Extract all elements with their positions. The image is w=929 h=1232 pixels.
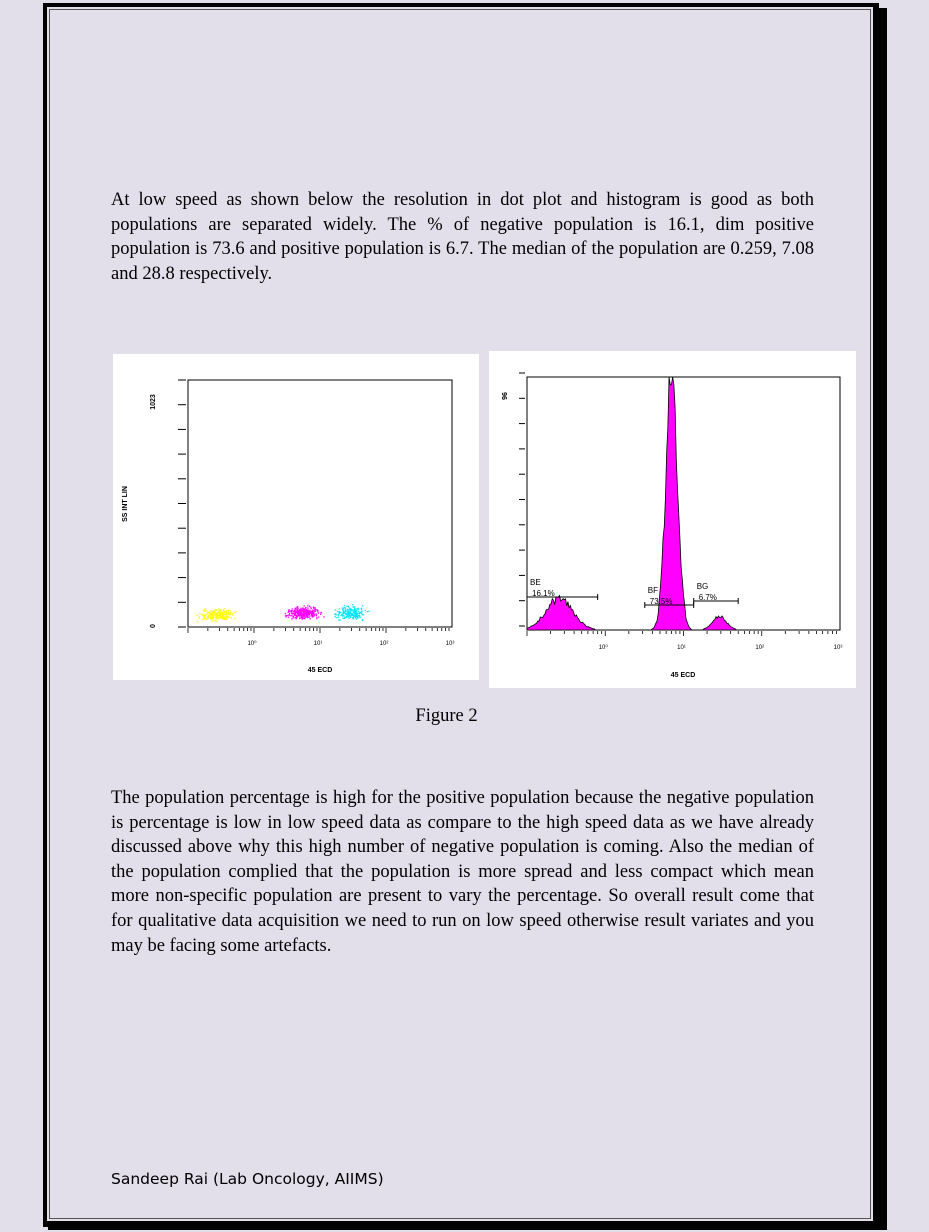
scatter-point <box>223 609 224 610</box>
scatter-point <box>316 618 317 619</box>
scatter-point <box>292 608 293 609</box>
y-tick-label-top: 96 <box>502 392 509 400</box>
x-tick-label: 10³ <box>445 641 455 647</box>
scatter-point <box>349 612 350 613</box>
scatter-point <box>343 607 344 608</box>
scatter-point <box>352 606 353 607</box>
scatter-point <box>232 613 233 614</box>
scatter-point <box>340 619 341 620</box>
scatter-point <box>350 611 351 612</box>
scatter-point <box>320 614 321 615</box>
scatter-point <box>349 608 350 609</box>
scatter-point <box>351 613 352 614</box>
scatter-point <box>213 620 214 621</box>
scatter-point <box>368 611 369 612</box>
scatter-point <box>304 611 305 612</box>
scatter-point <box>355 611 356 612</box>
scatter-point <box>218 612 219 613</box>
scatter-point <box>216 614 217 615</box>
scatter-point <box>291 610 292 611</box>
scatter-point <box>308 614 309 615</box>
scatter-point <box>288 609 289 610</box>
discussion-paragraph: The population percentage is high for the positive population because the negative population is percentage is low in low speed data as compare to the high speed data as we have already discussed above why this high number of negative population is coming. Also the median of the population complied that the population is more spread and less compact which mean more non-specific population are present to vary the percentage. So overall result come that for qualitative data acquisition we need to run on low speed otherwise result variates and you may be facing some artefacts. <box>111 788 814 956</box>
scatter-point <box>203 610 204 611</box>
scatter-point <box>223 612 224 613</box>
dot-plot-figure <box>113 354 479 680</box>
scatter-series-dim-positive <box>285 605 325 619</box>
scatter-point <box>204 611 205 612</box>
scatter-point <box>294 617 295 618</box>
scatter-point <box>311 615 312 616</box>
scatter-point <box>363 614 364 615</box>
scatter-point <box>221 612 222 613</box>
scatter-point <box>299 610 300 611</box>
scatter-point <box>298 614 299 615</box>
y-tick-label-top: 1023 <box>150 394 157 410</box>
scatter-point <box>351 614 352 615</box>
scatter-point <box>296 616 297 617</box>
scatter-series-positive <box>334 604 370 621</box>
scatter-point <box>304 605 305 606</box>
gate-name-label: BF <box>647 586 659 595</box>
scatter-point <box>209 612 210 613</box>
scatter-point <box>365 610 366 611</box>
scatter-point <box>299 614 300 615</box>
scatter-point <box>362 614 363 615</box>
scatter-point <box>354 615 355 616</box>
scatter-point <box>345 611 346 612</box>
scatter-point <box>356 616 357 617</box>
scatter-point <box>304 618 305 619</box>
scatter-point <box>221 614 222 615</box>
scatter-point <box>314 613 315 614</box>
scatter-point <box>306 611 307 612</box>
x-axis-label: 45 ECD <box>307 667 333 674</box>
scatter-point <box>226 617 227 618</box>
scatter-point <box>349 614 350 615</box>
scatter-point <box>362 619 363 620</box>
scatter-point <box>212 620 213 621</box>
scatter-point <box>212 619 213 620</box>
scatter-point <box>230 612 231 613</box>
scatter-point <box>348 606 349 607</box>
scatter-point <box>235 611 236 612</box>
scatter-point <box>301 613 302 614</box>
scatter-point <box>306 613 307 614</box>
scatter-point <box>352 610 353 611</box>
figure-caption: Figure 2 <box>415 706 478 726</box>
scatter-point <box>348 611 349 612</box>
scatter-point <box>312 613 313 614</box>
scatter-point <box>306 609 307 610</box>
scatter-point <box>211 615 212 616</box>
gate-percent-label: 6.7% <box>698 593 717 602</box>
scatter-point <box>204 614 205 615</box>
scatter-point <box>295 612 296 613</box>
scatter-point <box>206 619 207 620</box>
scatter-point <box>285 615 286 616</box>
scatter-point <box>295 610 296 611</box>
scatter-point <box>361 609 362 610</box>
scatter-point <box>301 617 302 618</box>
scatter-point <box>296 617 297 618</box>
x-tick-label: 10³ <box>833 645 843 651</box>
scatter-point <box>310 618 311 619</box>
scatter-point <box>336 617 337 618</box>
scatter-point <box>219 611 220 612</box>
scatter-point <box>342 614 343 615</box>
scatter-point <box>303 613 304 614</box>
scatter-point <box>338 620 339 621</box>
scatter-point <box>207 612 208 613</box>
scatter-point <box>234 612 235 613</box>
scatter-point <box>307 617 308 618</box>
scatter-point <box>202 619 203 620</box>
gate-BE <box>527 578 598 600</box>
scatter-point <box>215 617 216 618</box>
scatter-point <box>211 610 212 611</box>
scatter-point <box>204 616 205 617</box>
scatter-point <box>225 619 226 620</box>
scatter-point <box>367 611 368 612</box>
scatter-point <box>354 606 355 607</box>
scatter-point <box>314 609 315 610</box>
scatter-point <box>346 612 347 613</box>
scatter-point <box>305 607 306 608</box>
scatter-point <box>292 617 293 618</box>
scatter-point <box>353 618 354 619</box>
scatter-point <box>205 608 206 609</box>
x-tick-label: 10¹ <box>313 641 323 647</box>
scatter-point <box>307 605 308 606</box>
scatter-point <box>289 614 290 615</box>
scatter-point <box>335 609 336 610</box>
scatter-point <box>340 615 341 616</box>
scatter-point <box>348 616 349 617</box>
scatter-point <box>344 605 345 606</box>
scatter-point <box>304 615 305 616</box>
scatter-point <box>196 615 197 616</box>
scatter-point <box>232 615 233 616</box>
y-axis-label: SS INT LIN <box>122 486 129 522</box>
scatter-point <box>203 617 204 618</box>
scatter-point <box>215 621 216 622</box>
scatter-point <box>301 609 302 610</box>
scatter-point <box>343 613 344 614</box>
scatter-point <box>353 615 354 616</box>
scatter-point <box>315 610 316 611</box>
scatter-point <box>358 608 359 609</box>
scatter-point <box>226 615 227 616</box>
scatter-point <box>223 610 224 611</box>
scatter-point <box>335 613 336 614</box>
scatter-point <box>234 618 235 619</box>
scatter-point <box>298 612 299 613</box>
scatter-point <box>205 610 206 611</box>
scatter-point <box>360 612 361 613</box>
scatter-point <box>293 616 294 617</box>
scatter-point <box>302 618 303 619</box>
scatter-point <box>213 614 214 615</box>
scatter-point <box>199 614 200 615</box>
scatter-point <box>290 615 291 616</box>
scatter-point <box>229 610 230 611</box>
gate-percent-label: 73.5% <box>649 597 673 606</box>
scatter-point <box>312 616 313 617</box>
scatter-point <box>337 611 338 612</box>
scatter-point <box>228 610 229 611</box>
scatter-point <box>352 604 353 605</box>
scatter-point <box>345 609 346 610</box>
scatter-point <box>217 613 218 614</box>
scatter-point <box>313 607 314 608</box>
gate-BG <box>694 582 738 604</box>
scatter-point <box>343 615 344 616</box>
scatter-point <box>300 612 301 613</box>
scatter-point <box>315 613 316 614</box>
scatter-point <box>313 616 314 617</box>
y-tick-label-zero: 0 <box>150 624 157 628</box>
histogram-chart <box>489 351 856 688</box>
scatter-point <box>292 613 293 614</box>
x-tick-label: 10¹ <box>677 645 686 651</box>
scatter-point <box>335 614 336 615</box>
scatter-point <box>220 610 221 611</box>
scatter-point <box>300 617 301 618</box>
scatter-point <box>361 611 362 612</box>
scatter-point <box>288 612 289 613</box>
scatter-point <box>213 610 214 611</box>
gate-name-label: BE <box>530 578 541 587</box>
scatter-point <box>316 617 317 618</box>
gate-name-label: BG <box>696 582 709 591</box>
scatter-point <box>353 616 354 617</box>
scatter-series-negative <box>196 608 236 622</box>
scatter-point <box>310 607 311 608</box>
scatter-point <box>335 616 336 617</box>
scatter-point <box>308 610 309 611</box>
scatter-point <box>355 617 356 618</box>
scatter-point <box>302 610 303 611</box>
scatter-point <box>296 618 297 619</box>
x-axis-label: 45 ECD <box>670 672 696 679</box>
scatter-point <box>342 607 343 608</box>
scatter-point <box>295 608 296 609</box>
scatter-point <box>218 615 219 616</box>
x-tick-label: 10⁰ <box>247 641 257 647</box>
scatter-point <box>209 611 210 612</box>
scatter-point <box>346 611 347 612</box>
scatter-point <box>225 611 226 612</box>
scatter-point <box>342 618 343 619</box>
scatter-point <box>217 616 218 617</box>
scatter-point <box>311 608 312 609</box>
scatter-point <box>202 615 203 616</box>
gate-percent-label: 16.1% <box>532 589 555 598</box>
scatter-point <box>312 609 313 610</box>
scatter-point <box>285 613 286 614</box>
scatter-point <box>320 612 321 613</box>
scatter-point <box>356 608 357 609</box>
scatter-point <box>309 615 310 616</box>
scatter-point <box>305 617 306 618</box>
scatter-point <box>212 616 213 617</box>
scatter-point <box>350 617 351 618</box>
scatter-point <box>347 615 348 616</box>
scatter-point <box>216 616 217 617</box>
scatter-point <box>224 617 225 618</box>
scatter-point <box>228 614 229 615</box>
scatter-point <box>291 615 292 616</box>
scatter-point <box>309 610 310 611</box>
scatter-point <box>355 614 356 615</box>
scatter-point <box>345 617 346 618</box>
scatter-point <box>345 607 346 608</box>
histogram-area <box>527 377 840 630</box>
scatter-point <box>201 613 202 614</box>
page-shadow-right <box>879 8 887 1230</box>
x-tick-label: 10² <box>755 645 765 651</box>
x-tick-label: 10⁰ <box>598 645 608 651</box>
scatter-point <box>303 608 304 609</box>
scatter-point <box>354 612 355 613</box>
histogram-figure <box>489 351 856 688</box>
scatter-point <box>218 608 219 609</box>
scatter-point <box>305 614 306 615</box>
x-tick-label: 10² <box>379 641 389 647</box>
scatter-point <box>317 610 318 611</box>
scatter-point <box>198 618 199 619</box>
scatter-point <box>342 615 343 616</box>
scatter-point <box>346 616 347 617</box>
intro-paragraph: At low speed as shown below the resolution in dot plot and histogram is good as both populations are separated widely. The % of negative population is 16.1, dim positive population is 73.6 and positive population is 6.7. The median of the population are 0.259, 7.08 and 28.8 respectively. <box>111 190 814 284</box>
scatter-point <box>207 617 208 618</box>
scatter-point <box>197 621 198 622</box>
scatter-point <box>359 615 360 616</box>
scatter-point <box>355 609 356 610</box>
scatter-point <box>362 605 363 606</box>
scatter-point <box>356 612 357 613</box>
scatter-point <box>199 616 200 617</box>
scatter-point <box>318 613 319 614</box>
scatter-point <box>230 614 231 615</box>
scatter-point <box>210 618 211 619</box>
scatter-point <box>347 609 348 610</box>
scatter-point <box>314 611 315 612</box>
scatter-point <box>224 608 225 609</box>
scatter-point <box>204 618 205 619</box>
scatter-point <box>311 611 312 612</box>
scatter-point <box>206 614 207 615</box>
scatter-point <box>227 616 228 617</box>
scatter-point <box>296 607 297 608</box>
scatter-point <box>344 612 345 613</box>
scatter-point <box>354 608 355 609</box>
scatter-point <box>338 616 339 617</box>
scatter-point <box>356 618 357 619</box>
scatter-point <box>291 618 292 619</box>
scatter-point <box>302 617 303 618</box>
scatter-point <box>223 618 224 619</box>
scatter-point <box>358 610 359 611</box>
scatter-point <box>288 617 289 618</box>
scatter-point <box>304 608 305 609</box>
scatter-point <box>349 618 350 619</box>
scatter-point <box>299 615 300 616</box>
dot-plot-frame <box>188 380 452 627</box>
scatter-point <box>296 611 297 612</box>
scatter-point <box>338 613 339 614</box>
scatter-point <box>345 613 346 614</box>
scatter-point <box>318 617 319 618</box>
scatter-point <box>212 617 213 618</box>
dot-plot-chart <box>113 354 479 680</box>
scatter-point <box>302 615 303 616</box>
scatter-point <box>306 615 307 616</box>
scatter-point <box>346 617 347 618</box>
scatter-point <box>346 606 347 607</box>
scatter-point <box>211 612 212 613</box>
scatter-point <box>215 609 216 610</box>
scatter-point <box>308 616 309 617</box>
scatter-point <box>309 611 310 612</box>
scatter-point <box>323 616 324 617</box>
scatter-point <box>224 619 225 620</box>
scatter-point <box>307 608 308 609</box>
scatter-point <box>339 608 340 609</box>
scatter-point <box>289 613 290 614</box>
scatter-point <box>222 616 223 617</box>
scatter-point <box>226 613 227 614</box>
footer-author: Sandeep Rai (Lab Oncology, AIIMS) <box>111 1170 384 1188</box>
scatter-point <box>208 615 209 616</box>
scatter-point <box>221 616 222 617</box>
scatter-point <box>231 617 232 618</box>
scatter-point <box>295 613 296 614</box>
scatter-point <box>309 606 310 607</box>
